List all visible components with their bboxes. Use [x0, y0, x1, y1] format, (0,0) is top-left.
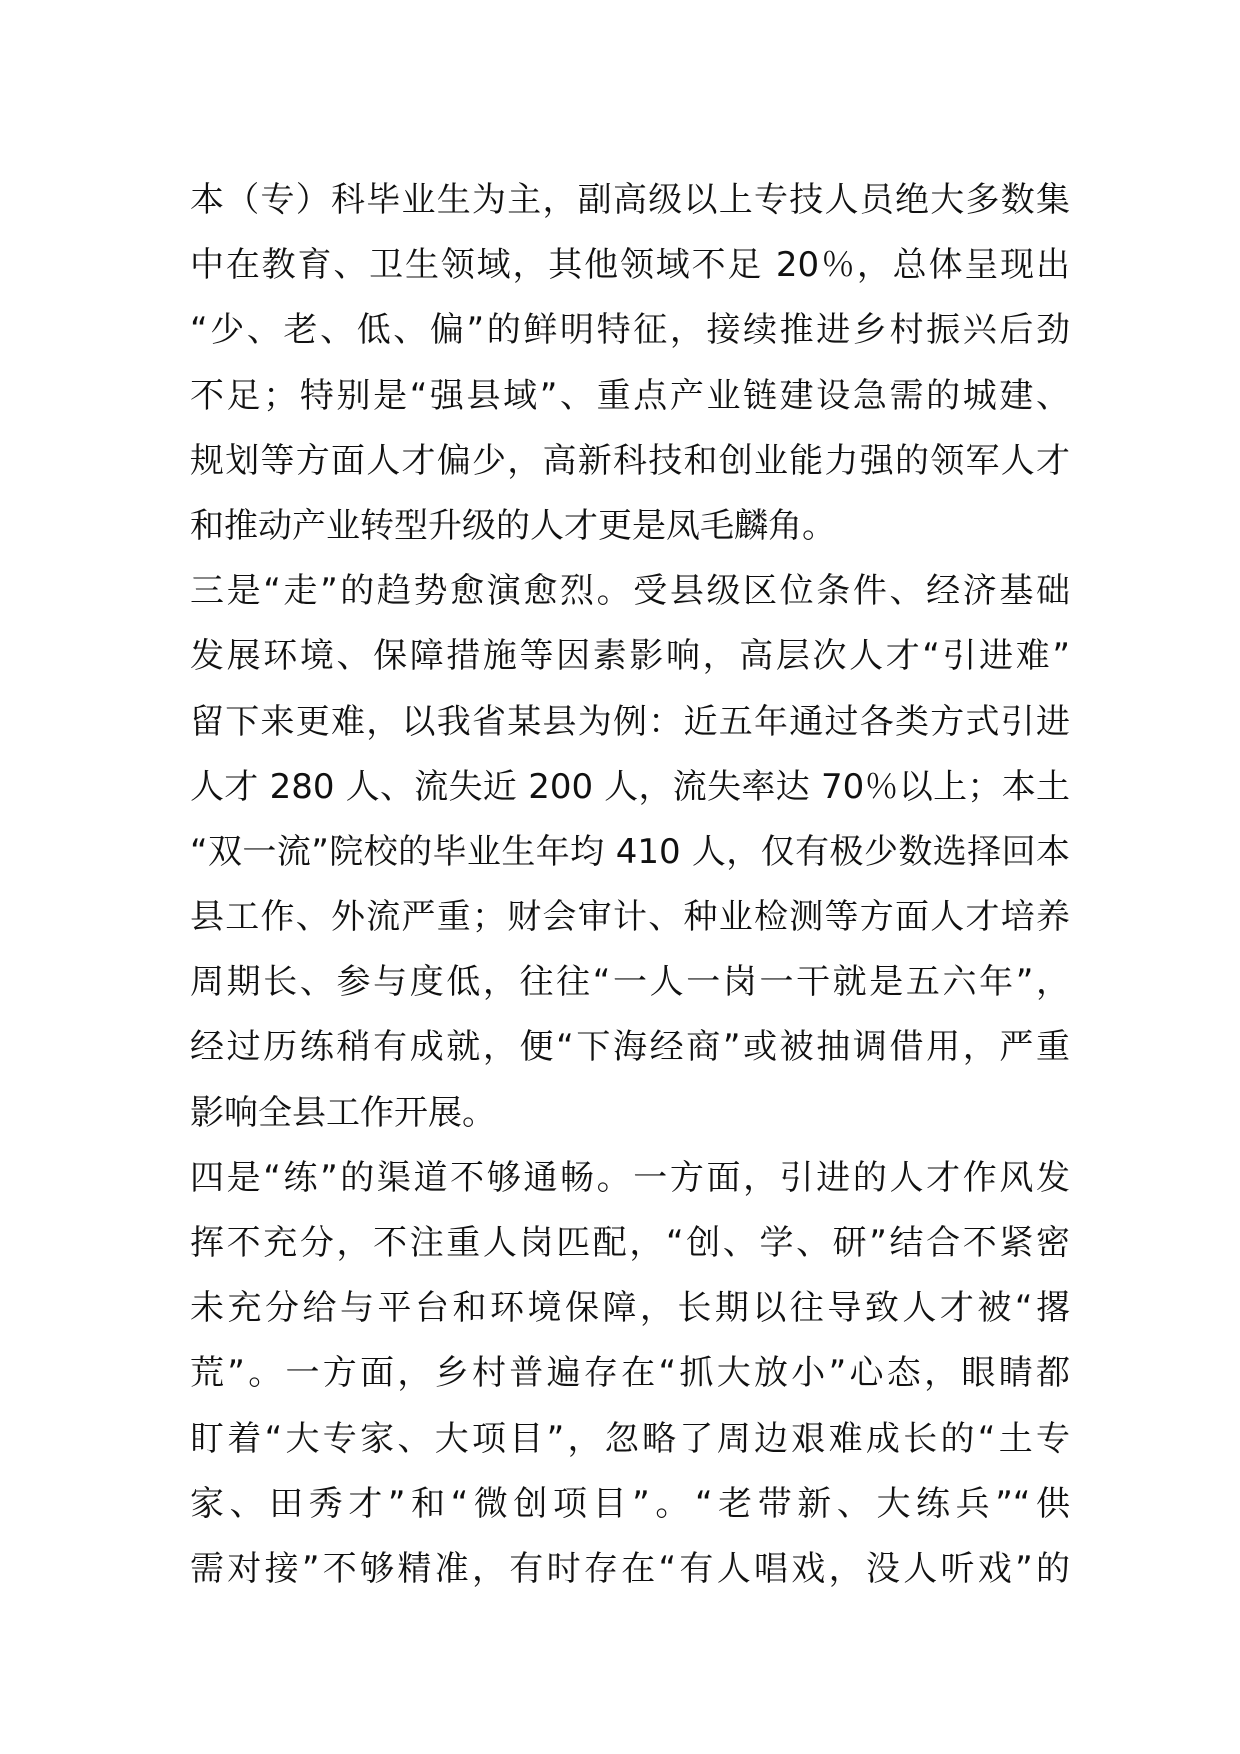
text-line: 经过历练稍有成就，便“下海经商”或被抽调借用，严重	[190, 1027, 1070, 1068]
text-line: 盯着“大专家、大项目”，忽略了周边艰难成长的“土专	[190, 1418, 1070, 1459]
text-line: 周期长、参与度低，往往“一人一岗一干就是五六年”，	[190, 962, 1070, 1003]
text-line: 家、田秀才”和“微创项目”。“老带新、大练兵”“供	[190, 1483, 1070, 1524]
text-line: 县工作、外流严重；财会审计、种业检测等方面人才培养	[190, 897, 1070, 938]
text-line: 中在教育、卫生领域，其他领域不足 20％，总体呈现出	[190, 245, 1070, 286]
text-line: 人才 280 人、流失近 200 人，流失率达 70％以上；本土	[190, 766, 1070, 807]
text-line: 不足；特别是“强县域”、重点产业链建设急需的城建、	[190, 375, 1070, 416]
text-line: 荒”。一方面，乡村普遍存在“抓大放小”心态，眼睛都	[190, 1353, 1070, 1394]
text-line: 和推动产业转型升级的人才更是凤毛麟角。	[190, 505, 836, 546]
body-text	[190, 168, 1070, 1602]
text-line: 未充分给与平台和环境保障，长期以往导致人才被“撂	[190, 1288, 1070, 1329]
text-line: 需对接”不够精准，有时存在“有人唱戏，没人听戏”的	[190, 1548, 1070, 1589]
text-line: “双一流”院校的毕业生年均 410 人，仅有极少数选择回本	[190, 831, 1070, 872]
text-line: 三是“走”的趋势愈演愈烈。受县级区位条件、经济基础	[190, 571, 1070, 612]
text-line: “少、老、低、偏”的鲜明特征，接续推进乡村振兴后劲	[190, 310, 1070, 351]
text-line: 发展环境、保障措施等因素影响，高层次人才“引进难”	[190, 636, 1070, 677]
text-line: 规划等方面人才偏少，高新科技和创业能力强的领军人才	[190, 440, 1070, 481]
text-line: 留下来更难，以我省某县为例：近五年通过各类方式引进	[190, 701, 1070, 742]
text-line: 四是“练”的渠道不够通畅。一方面，引进的人才作风发	[190, 1157, 1070, 1198]
text-line: 本（专）科毕业生为主，副高级以上专技人员绝大多数集	[190, 180, 1070, 220]
text-line: 挥不充分，不注重人岗匹配，“创、学、研”结合不紧密	[190, 1223, 1070, 1263]
text-line: 影响全县工作开展。	[190, 1092, 496, 1133]
